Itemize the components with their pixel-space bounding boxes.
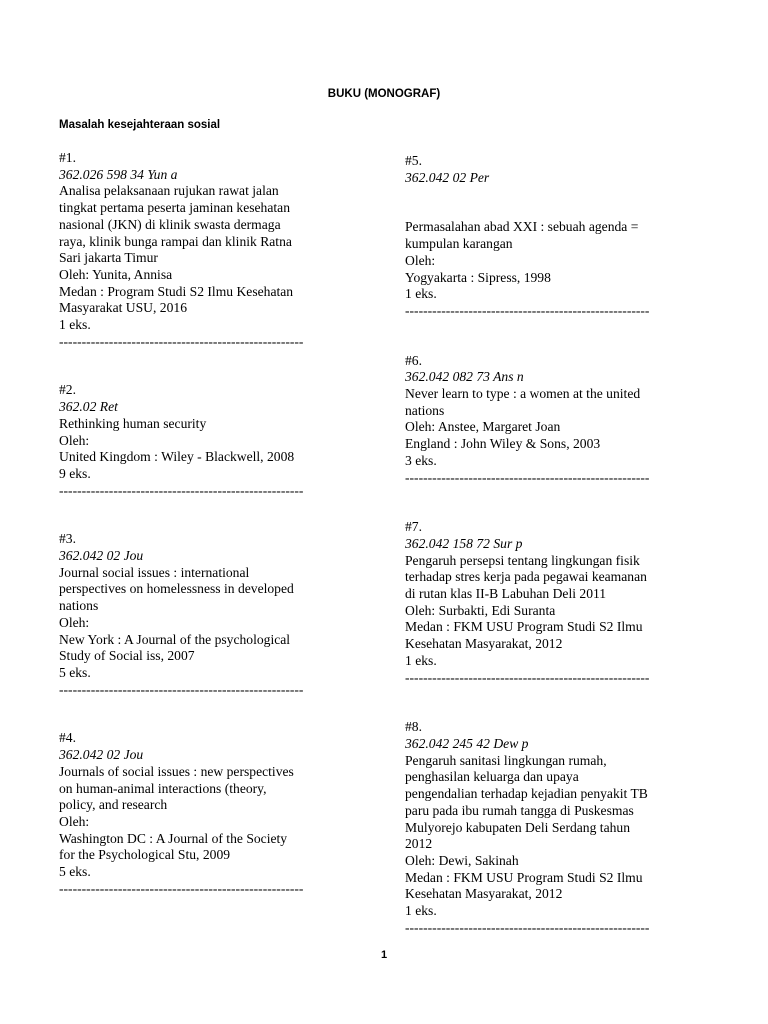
separator-line: ------------------------------------------------------	[59, 681, 304, 697]
entry-line: Pengaruh sanitasi lingkungan rumah,	[405, 752, 607, 768]
separator-line: ------------------------------------------------------	[59, 333, 304, 349]
entry-line: 5 eks.	[59, 664, 91, 680]
separator-line: ------------------------------------------------------	[59, 880, 304, 896]
entry-line: raya, klinik bunga rampai dan klinik Ratna	[59, 233, 292, 249]
call-number: 362.042 02 Jou	[59, 548, 144, 564]
entry-line: nasional (JKN) di klinik swasta dermaga	[59, 216, 281, 232]
entry-line: 3 eks.	[405, 452, 437, 468]
catalog-entry-6	[405, 353, 695, 487]
entry-line: di rutan klas II-B Labuhan Deli 2011	[405, 586, 607, 602]
entry-line: Masyarakat USU, 2016	[59, 300, 187, 316]
entry-number: #3.	[59, 531, 76, 547]
document-title: BUKU (MONOGRAF)	[327, 88, 441, 100]
entry-number: #8.	[405, 719, 422, 735]
entry-number: #4.	[59, 730, 76, 746]
entry-line: Medan : FKM USU Program Studi S2 Ilmu	[405, 869, 643, 885]
call-number: 362.042 082 73 Ans n	[405, 369, 524, 385]
entry-line: Mulyorejo kabupaten Deli Serdang tahun	[405, 819, 630, 835]
call-number: 362.042 245 42 Dew p	[405, 735, 529, 751]
entry-line: 1 eks.	[59, 317, 91, 333]
entry-line: Study of Social iss, 2007	[59, 648, 195, 664]
call-number: 362.042 02 Per	[405, 169, 490, 185]
right-column	[405, 153, 695, 936]
entry-line: 1 eks.	[405, 286, 437, 302]
entry-line: Yogyakarta : Sipress, 1998	[405, 269, 551, 285]
call-number: 362.042 02 Jou	[59, 747, 144, 763]
entry-line: 5 eks.	[59, 864, 91, 880]
catalog-entry-3	[59, 531, 349, 698]
entry-line: Oleh: Surbakti, Edi Suranta	[405, 602, 556, 618]
entry-line: paru pada ibu rumah tangga di Puskesmas	[405, 802, 634, 818]
call-number: 362.042 158 72 Sur p	[405, 535, 523, 551]
separator-line: ------------------------------------------------------	[405, 469, 650, 485]
separator-line: ------------------------------------------------------	[405, 302, 650, 318]
entry-number: #7.	[405, 519, 422, 535]
separator-line: ------------------------------------------------------	[59, 482, 304, 498]
entry-line: United Kingdom : Wiley - Blackwell, 2008	[59, 449, 295, 465]
catalog-entry-2	[59, 382, 349, 499]
catalog-entry-5	[405, 153, 695, 320]
entry-line: Washington DC : A Journal of the Society	[59, 830, 288, 846]
entry-line: Kesehatan Masyarakat, 2012	[405, 886, 563, 902]
catalog-entry-4	[59, 730, 349, 897]
catalog-entry-7	[405, 519, 695, 686]
entry-line: tingkat pertama peserta jaminan kesehatan	[59, 200, 290, 216]
entry-number: #6.	[405, 352, 422, 368]
entry-line: 2012	[405, 836, 433, 852]
entry-line: Pengaruh persepsi tentang lingkungan fisik	[405, 552, 640, 568]
entry-line: nations	[405, 402, 445, 418]
entry-line: Journal social issues : international	[59, 564, 250, 580]
entry-line: Kesehatan Masyarakat, 2012	[405, 636, 563, 652]
entry-line: England : John Wiley & Sons, 2003	[405, 436, 601, 452]
separator-line: ------------------------------------------------------	[405, 919, 650, 935]
call-number: 362.026 598 34 Yun a	[59, 166, 178, 182]
entry-line: on human-animal interactions (theory,	[59, 780, 267, 796]
entry-line: Analisa pelaksanaan rujukan rawat jalan	[59, 183, 279, 199]
entry-line: pengendalian terhadap kejadian penyakit TB	[405, 786, 648, 802]
entry-line: Rethinking human security	[59, 415, 207, 431]
entry-line: 1 eks.	[405, 903, 437, 919]
entry-line: Oleh: Yunita, Annisa	[59, 266, 173, 282]
entry-line: nations	[59, 598, 99, 614]
entry-line: Oleh:	[59, 614, 90, 630]
catalog-entry-8	[405, 719, 695, 936]
entry-number: #2.	[59, 382, 76, 398]
section-subtitle: Masalah kesejahteraan sosial	[59, 119, 221, 131]
entry-line: penghasilan keluarga dan upaya	[405, 769, 579, 785]
entry-line: Journals of social issues : new perspectives	[59, 763, 294, 779]
entry-line: Sari jakarta Timur	[59, 250, 158, 266]
entry-line: Oleh:	[59, 432, 90, 448]
entry-line: Oleh: Anstee, Margaret Joan	[405, 419, 561, 435]
entry-number: #1.	[59, 150, 76, 165]
entry-line: Permasalahan abad XXI : sebuah agenda =	[405, 219, 639, 235]
separator-line: ------------------------------------------------------	[405, 669, 650, 685]
catalog-entry-1	[59, 150, 349, 350]
entry-line: Never learn to type : a women at the united	[405, 386, 641, 402]
entry-line: kumpulan karangan	[405, 236, 513, 252]
entry-line: 1 eks.	[405, 652, 437, 668]
entry-line: Medan : Program Studi S2 Ilmu Kesehatan	[59, 283, 294, 299]
entry-line: 9 eks.	[59, 465, 91, 481]
entry-line: New York : A Journal of the psychological	[59, 631, 291, 647]
entry-line: Oleh: Dewi, Sakinah	[405, 852, 519, 868]
page-number: 1	[380, 949, 388, 961]
entry-line: Oleh:	[405, 252, 436, 268]
entry-line: policy, and research	[59, 797, 168, 813]
entry-number: #5.	[405, 153, 422, 168]
entry-line: for the Psychological Stu, 2009	[59, 847, 231, 863]
entry-line: terhadap stres kerja pada pegawai keamanan	[405, 569, 647, 585]
call-number: 362.02 Ret	[59, 399, 118, 415]
left-column	[59, 150, 349, 897]
entry-line: Medan : FKM USU Program Studi S2 Ilmu	[405, 619, 643, 635]
entry-line: perspectives on homelessness in developed	[59, 581, 294, 597]
entry-line: Oleh:	[59, 813, 90, 829]
